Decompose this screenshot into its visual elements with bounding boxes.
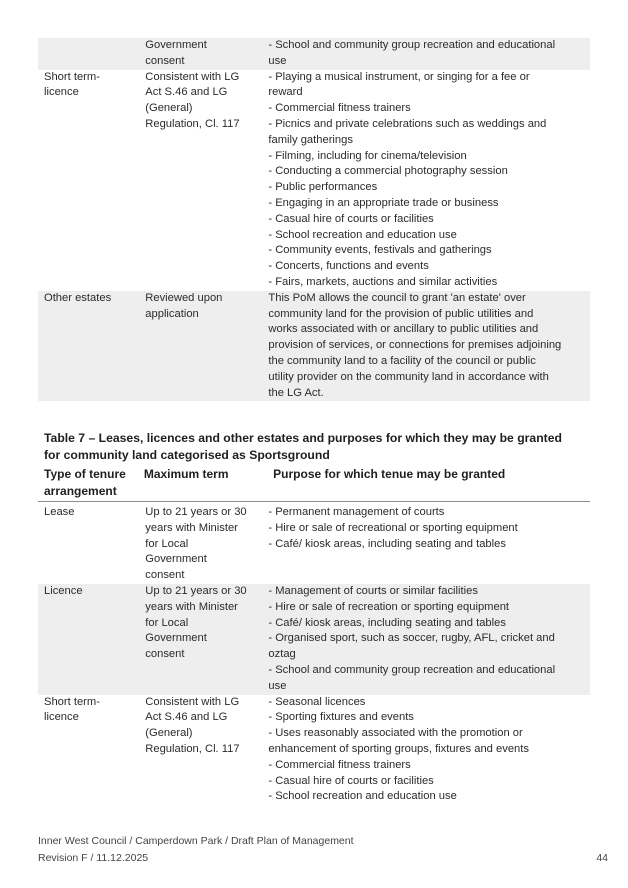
- tenure-cell: [38, 695, 141, 806]
- tenure-cell: [38, 505, 141, 584]
- purpose-cell: [264, 584, 590, 695]
- cell-line: This PoM allows the council to grant 'an estate' over: [268, 291, 526, 304]
- term-cell: [141, 505, 264, 584]
- cell-line: Act S.46 and LG: [145, 86, 228, 99]
- cell-line: (General): [145, 727, 193, 740]
- cell-line: consent: [145, 569, 185, 582]
- header-purpose: [261, 466, 590, 500]
- cell-line: Short term-: [44, 70, 100, 83]
- cell-line: provision of services, or connections for premises adjoining: [268, 339, 562, 352]
- term-cell: [141, 291, 264, 402]
- header-line: Maximum term: [143, 467, 229, 481]
- lease-table-continued: [38, 38, 590, 401]
- cell-line: - Engaging in an appropriate trade or business: [268, 196, 499, 209]
- cell-line: Other estates: [44, 291, 112, 304]
- cell-line: consent: [145, 54, 185, 67]
- header-line: Purpose for which tenue may be granted: [273, 467, 506, 481]
- cell-line: for Local: [145, 537, 189, 550]
- tenure-cell: [38, 584, 141, 695]
- cell-line: oztag: [268, 648, 296, 661]
- table-header-row: [38, 466, 590, 502]
- term-cell: [141, 584, 264, 695]
- cell-line: Government: [145, 553, 207, 566]
- table-row: [38, 38, 590, 70]
- cell-line: family gatherings: [268, 133, 353, 146]
- cell-line: - Playing a musical instrument, or singing for a fee or: [268, 70, 530, 83]
- cell-line: use: [268, 54, 287, 67]
- cell-line: - Public performances: [268, 181, 378, 194]
- table-7-caption: [44, 430, 604, 464]
- cell-line: Government: [145, 39, 207, 51]
- cell-line: years with Minister: [145, 600, 238, 613]
- cell-line: years with Minister: [145, 521, 238, 534]
- cell-line: Up to 21 years or 30: [145, 506, 247, 518]
- purpose-cell: [264, 695, 590, 806]
- cell-line: licence: [44, 711, 79, 724]
- cell-line: the community land to a facility of the council or public: [268, 354, 536, 367]
- caption-line: Table 7 – Leases, licences and other estates and purposes for which they may be granted: [44, 431, 562, 445]
- cell-line: Consistent with LG: [145, 70, 240, 83]
- cell-line: - Sporting fixtures and events: [268, 711, 414, 724]
- header-line: arrangement: [44, 484, 117, 498]
- cell-line: - School recreation and education use: [268, 228, 457, 241]
- sportsground-lease-table: [38, 466, 590, 805]
- cell-line: Regulation, Cl. 117: [145, 117, 240, 130]
- footer-document-title: Inner West Council / Camperdown Park / Draft Plan of Management: [38, 835, 354, 847]
- table-row: [38, 505, 590, 584]
- cell-line: - Permanent management of courts: [268, 506, 445, 518]
- cell-line: Reviewed upon: [145, 291, 223, 304]
- purpose-cell: [264, 38, 590, 70]
- cell-line: - Fairs, markets, auctions and similar activities: [268, 275, 498, 288]
- cell-line: Act S.46 and LG: [145, 711, 228, 724]
- cell-line: - Café/ kiosk areas, including seating and tables: [268, 537, 506, 550]
- cell-line: Lease: [44, 506, 75, 518]
- table-row: [38, 291, 590, 402]
- footer-revision: Revision F / 11.12.2025: [38, 852, 149, 864]
- term-cell: [141, 70, 264, 291]
- cell-line: enhancement of sporting groups, fixtures and events: [268, 742, 529, 755]
- header-line: Type of tenure: [44, 467, 126, 481]
- cell-line: - School recreation and education use: [268, 790, 457, 803]
- cell-line: licence: [44, 86, 79, 99]
- cell-line: Up to 21 years or 30: [145, 584, 247, 597]
- tenure-cell: [38, 291, 141, 402]
- purpose-cell: [264, 291, 590, 402]
- cell-line: Government: [145, 632, 207, 645]
- cell-line: - School and community group recreation and educational: [268, 39, 556, 51]
- tenure-cell: [38, 38, 141, 70]
- cell-line: - School and community group recreation and educational: [268, 663, 556, 676]
- cell-line: - Café/ kiosk areas, including seating and tables: [268, 616, 506, 629]
- table-row: [38, 584, 590, 695]
- cell-line: application: [145, 307, 199, 320]
- table-row: [38, 70, 590, 291]
- cell-line: - Commercial fitness trainers: [268, 758, 411, 771]
- cell-line: works associated with or ancillary to public utilities and: [268, 323, 539, 336]
- caption-line: for community land categorised as Sportsground: [44, 448, 330, 462]
- term-cell: [141, 695, 264, 806]
- header-tenure: [38, 466, 140, 500]
- term-cell: [141, 38, 264, 70]
- cell-line: reward: [268, 86, 303, 99]
- cell-line: - Community events, festivals and gatherings: [268, 244, 492, 257]
- cell-line: - Commercial fitness trainers: [268, 102, 411, 115]
- cell-line: - Conducting a commercial photography session: [268, 165, 508, 178]
- cell-line: utility provider on the community land in accordance with: [268, 370, 549, 383]
- tenure-cell: [38, 70, 141, 291]
- cell-line: Licence: [44, 584, 83, 597]
- cell-line: - Concerts, functions and events: [268, 260, 429, 273]
- cell-line: - Filming, including for cinema/television: [268, 149, 467, 162]
- cell-line: consent: [145, 648, 185, 661]
- header-term: [140, 466, 261, 500]
- cell-line: community land for the provision of public utilities and: [268, 307, 534, 320]
- cell-line: Consistent with LG: [145, 695, 240, 708]
- cell-line: for Local: [145, 616, 189, 629]
- cell-line: (General): [145, 102, 193, 115]
- cell-line: - Hire or sale of recreation or sporting equipment: [268, 600, 510, 613]
- cell-line: - Casual hire of courts or facilities: [268, 774, 434, 787]
- cell-line: - Hire or sale of recreational or sporting equipment: [268, 521, 518, 534]
- cell-line: use: [268, 679, 287, 692]
- cell-line: - Organised sport, such as soccer, rugby, AFL, cricket and: [268, 632, 555, 645]
- cell-line: - Seasonal licences: [268, 695, 366, 708]
- cell-line: the LG Act.: [268, 386, 324, 399]
- purpose-cell: [264, 505, 590, 584]
- cell-line: - Uses reasonably associated with the promotion or: [268, 727, 523, 740]
- cell-line: - Picnics and private celebrations such as weddings and: [268, 117, 547, 130]
- page-number: 44: [596, 852, 608, 864]
- purpose-cell: [264, 70, 590, 291]
- cell-line: Regulation, Cl. 117: [145, 742, 240, 755]
- cell-line: - Management of courts or similar facilities: [268, 584, 478, 597]
- cell-line: Short term-: [44, 695, 100, 708]
- table-row: [38, 695, 590, 806]
- table-body: [38, 502, 590, 805]
- cell-line: - Casual hire of courts or facilities: [268, 212, 434, 225]
